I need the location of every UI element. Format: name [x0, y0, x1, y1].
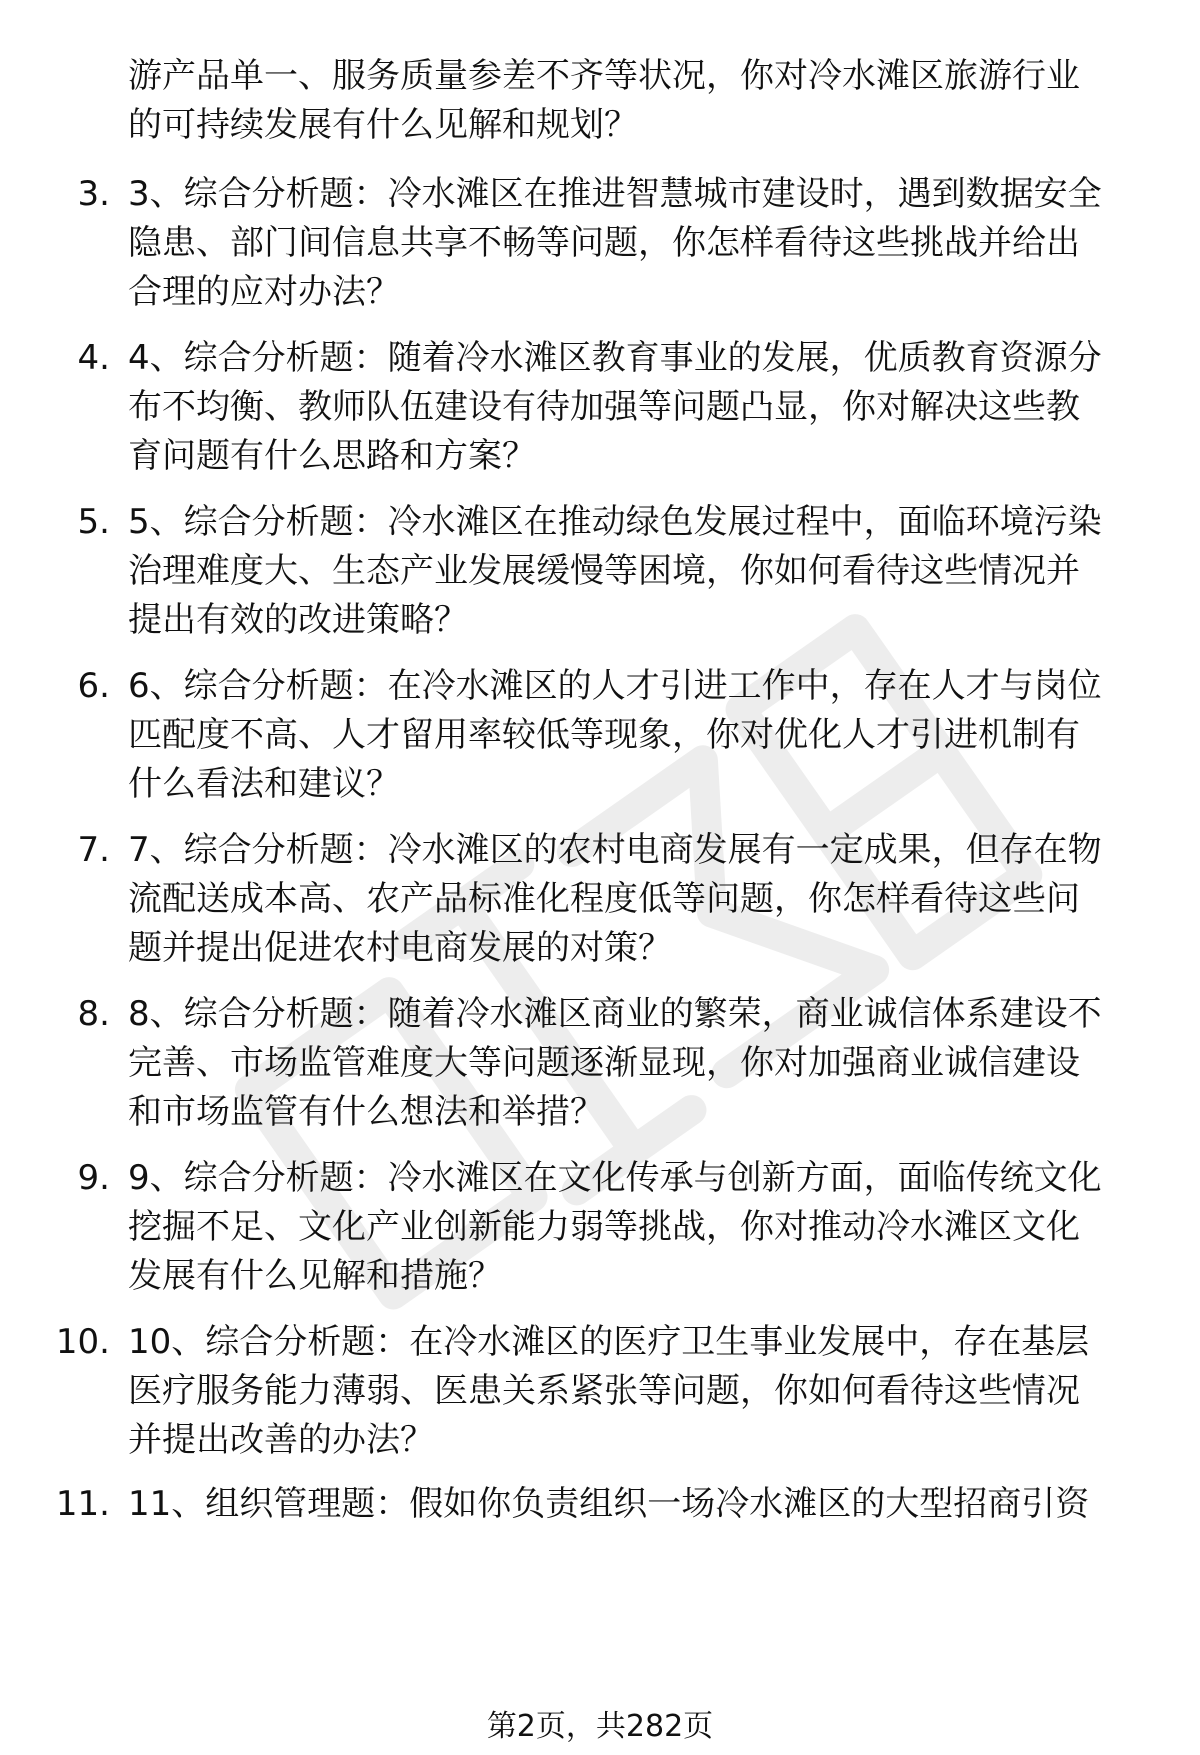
item-text-line: 合理的应对办法？ — [128, 272, 400, 312]
item-text-line: 医疗服务能力薄弱、医患关系紧张等问题，你如何看待这些情况 — [128, 1371, 1080, 1411]
item-number: 7. — [77, 830, 110, 870]
page-footer: 第2页，共282页 — [486, 1709, 714, 1744]
intro-line: 游产品单一、服务质量参差不齐等状况，你对冷水滩区旅游行业 — [128, 56, 1080, 96]
item-text — [128, 662, 1168, 809]
item-text-line: 6、综合分析题：在冷水滩区的人才引进工作中，存在人才与岗位 — [128, 666, 1102, 706]
item-text-line: 治理难度大、生态产业发展缓慢等困境，你如何看待这些情况并 — [128, 551, 1080, 591]
item-text-line: 题并提出促进农村电商发展的对策？ — [128, 928, 672, 968]
item-text-line: 隐患、部门间信息共享不畅等问题，你怎样看待这些挑战并给出 — [128, 223, 1080, 263]
item-text-line: 10、综合分析题：在冷水滩区的医疗卫生事业发展中，存在基层 — [128, 1322, 1090, 1362]
item-text-line: 布不均衡、教师队伍建设有待加强等问题凸显，你对解决这些教 — [128, 387, 1080, 427]
item-text — [128, 334, 1168, 481]
item-text-line: 匹配度不高、人才留用率较低等现象，你对优化人才引进机制有 — [128, 715, 1080, 755]
item-text-line: 育问题有什么思路和方案？ — [128, 436, 536, 476]
intro-line: 的可持续发展有什么见解和规划？ — [128, 105, 638, 145]
item-text — [128, 170, 1168, 317]
item-text — [128, 1480, 1168, 1529]
item-text — [128, 498, 1168, 645]
item-text-line: 4、综合分析题：随着冷水滩区教育事业的发展，优质教育资源分 — [128, 338, 1102, 378]
item-text-line: 5、综合分析题：冷水滩区在推动绿色发展过程中，面临环境污染 — [128, 502, 1102, 542]
item-number: 11. — [55, 1484, 110, 1524]
item-number: 10. — [55, 1322, 110, 1362]
item-text-line: 3、综合分析题：冷水滩区在推进智慧城市建设时，遇到数据安全 — [128, 174, 1102, 214]
item-number: 8. — [77, 994, 110, 1034]
item-text — [128, 1154, 1168, 1301]
item-text — [128, 826, 1168, 973]
item-text-line: 发展有什么见解和措施？ — [128, 1256, 502, 1296]
item-text-line: 7、综合分析题：冷水滩区的农村电商发展有一定成果，但存在物 — [128, 830, 1102, 870]
item-number: 3. — [77, 174, 110, 214]
item-number: 6. — [77, 666, 110, 706]
intro-paragraph — [128, 52, 1168, 150]
item-text-line: 并提出改善的办法？ — [128, 1420, 434, 1460]
item-text-line: 挖掘不足、文化产业创新能力弱等挑战，你对推动冷水滩区文化 — [128, 1207, 1080, 1247]
item-text-line: 9、综合分析题：冷水滩区在文化传承与创新方面，面临传统文化 — [128, 1158, 1102, 1198]
item-text-line: 提出有效的改进策略？ — [128, 600, 468, 640]
item-text-line: 流配送成本高、农产品标准化程度低等问题，你怎样看待这些问 — [128, 879, 1080, 919]
item-text — [128, 990, 1168, 1137]
item-number: 9. — [77, 1158, 110, 1198]
item-text-line: 完善、市场监管难度大等问题逐渐显现，你对加强商业诚信建设 — [128, 1043, 1080, 1083]
item-text-line: 11、组织管理题：假如你负责组织一场冷水滩区的大型招商引资 — [128, 1484, 1090, 1524]
item-number: 5. — [77, 502, 110, 542]
item-number: 4. — [77, 338, 110, 378]
item-text-line: 8、综合分析题：随着冷水滩区商业的繁荣，商业诚信体系建设不 — [128, 994, 1102, 1034]
item-text-line: 和市场监管有什么想法和举措？ — [128, 1092, 604, 1132]
item-text-line: 什么看法和建议？ — [128, 764, 400, 804]
item-text — [128, 1318, 1168, 1465]
